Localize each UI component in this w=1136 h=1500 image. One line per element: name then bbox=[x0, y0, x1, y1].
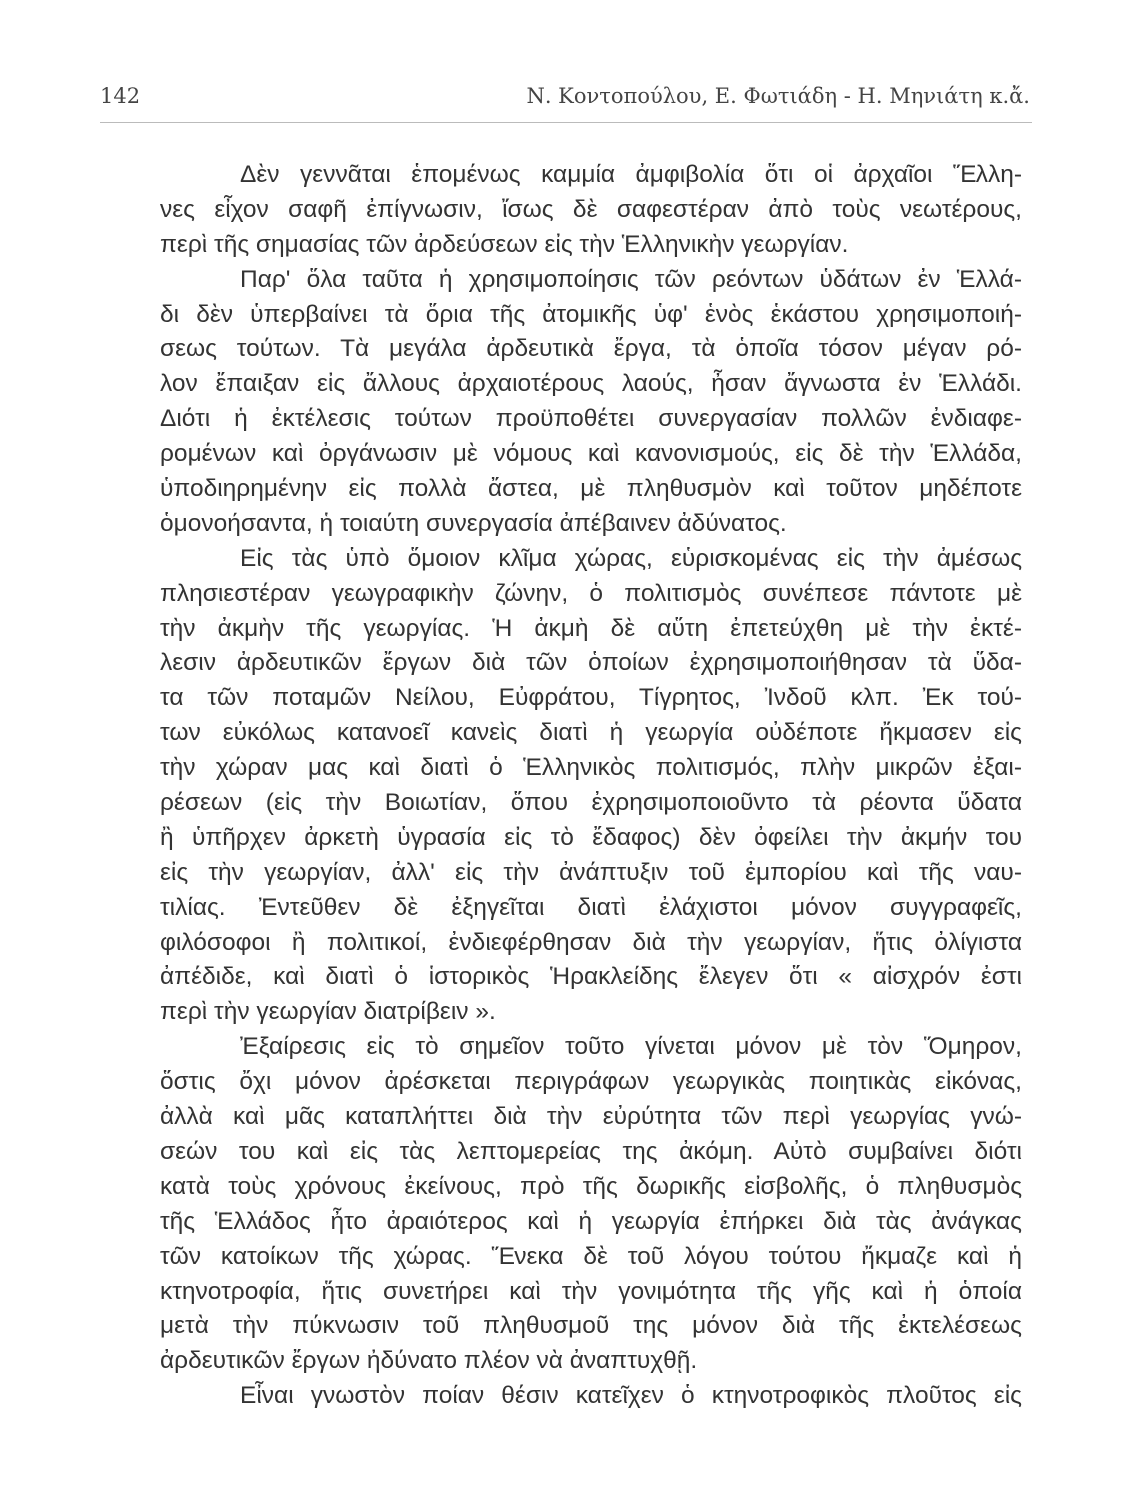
header-rule bbox=[100, 122, 1032, 123]
text-line: περὶ τὴν γεωργίαν διατρίβειν ». bbox=[160, 998, 496, 1026]
text-line: τα τῶν ποταμῶν Νείλου, Εὐφράτου, Τίγρητος, Ἰνδοῦ κλπ. Ἐκ τού- bbox=[160, 684, 1022, 712]
body-text bbox=[160, 158, 1022, 1414]
text-line: ὁμονοήσαντα, ἡ τοιαύτη συνεργασία ἀπέβαινεν ἀδύνατος. bbox=[160, 509, 787, 537]
text-line: Εἶναι γνωστὸν ποίαν θέσιν κατεῖχεν ὁ κτηνοτροφικὸς πλοῦτος εἰς bbox=[240, 1382, 1022, 1410]
text-line: τιλίας. Ἐντεῦθεν δὲ ἐξηγεῖται διατὶ ἐλάχιστοι μόνον συγγραφεῖς, bbox=[160, 893, 1022, 921]
text-line: λεσιν ἀρδευτικῶν ἔργων διὰ τῶν ὁποίων ἐχρησιμοποιήθησαν τὰ ὕδα- bbox=[160, 649, 1022, 677]
page-header bbox=[100, 84, 1030, 114]
text-line: σεών του καὶ εἰς τὰς λεπτομερείας της ἀκόμη. Αὐτὸ συμβαίνει διότι bbox=[160, 1137, 1022, 1165]
running-title: Ν. Κοντοπούλου, Ε. Φωτιάδη - Η. Μηνιάτη κ.ἄ. bbox=[526, 84, 1030, 108]
text-line: περὶ τῆς σημασίας τῶν ἀρδεύσεων εἰς τὴν Ἑλληνικὴν γεωργίαν. bbox=[160, 230, 849, 258]
text-line: Εἰς τὰς ὑπὸ ὅμοιον κλῖμα χώρας, εὑρισκομένας εἰς τὴν ἀμέσως bbox=[240, 544, 1022, 572]
text-line: ἀρδευτικῶν ἔργων ἠδύνατο πλέον νὰ ἀναπτυχθῇ. bbox=[160, 1347, 698, 1375]
text-line: Ἐξαίρεσις εἰς τὸ σημεῖον τοῦτο γίνεται μόνον μὲ τὸν Ὅμηρον, bbox=[240, 1033, 1022, 1061]
text-line: ἀπέδιδε, καὶ διατὶ ὁ ἱστορικὸς Ἡρακλείδης ἔλεγεν ὅτι « αἰσχρόν ἐστι bbox=[160, 963, 1022, 991]
text-line: δι δὲν ὑπερβαίνει τὰ ὅρια τῆς ἀτομικῆς ὑφ' ἑνὸς ἑκάστου χρησιμοποιή- bbox=[160, 300, 1022, 328]
text-line: ὑποδιηρημένην εἰς πολλὰ ἄστεα, μὲ πληθυσμὸν καὶ τοῦτον μηδέποτε bbox=[160, 475, 1022, 503]
text-line: σεως τούτων. Τὰ μεγάλα ἀρδευτικὰ ἔργα, τὰ ὁποῖα τόσον μέγαν ρό- bbox=[160, 335, 1022, 363]
text-line: πλησιεστέραν γεωγραφικὴν ζώνην, ὁ πολιτισμὸς συνέπεσε πάντοτε μὲ bbox=[160, 579, 1022, 607]
text-line: λον ἔπαιξαν εἰς ἄλλους ἀρχαιοτέρους λαούς, ἦσαν ἄγνωστα ἐν Ἑλλάδι. bbox=[160, 370, 1022, 398]
text-line: ἀλλὰ καὶ μᾶς καταπλήττει διὰ τὴν εὐρύτητα τῶν περὶ γεωργίας γνώ- bbox=[160, 1103, 1022, 1131]
text-line: φιλόσοφοι ἢ πολιτικοί, ἐνδιεφέρθησαν διὰ τὴν γεωργίαν, ἥτις ὀλίγιστα bbox=[160, 928, 1022, 956]
text-line: κατὰ τοὺς χρόνους ἐκείνους, πρὸ τῆς δωρικῆς εἰσβολῆς, ὁ πληθυσμὸς bbox=[160, 1172, 1022, 1200]
text-line: ὅστις ὄχι μόνον ἀρέσκεται περιγράφων γεωργικὰς ποιητικὰς εἰκόνας, bbox=[160, 1068, 1022, 1096]
text-line: Δὲν γεννᾶται ἑπομένως καμμία ἀμφιβολία ὅτι οἱ ἀρχαῖοι Ἕλλη- bbox=[240, 161, 1022, 188]
text-line: ρέσεων (εἰς τὴν Βοιωτίαν, ὅπου ἐχρησιμοποιοῦντο τὰ ρέοντα ὕδατα bbox=[160, 789, 1022, 817]
text-line: Διότι ἡ ἐκτέλεσις τούτων προϋποθέτει συνεργασίαν πολλῶν ἐνδιαφε- bbox=[160, 405, 1022, 433]
text-line: κτηνοτροφία, ἥτις συνετήρει καὶ τὴν γονιμότητα τῆς γῆς καὶ ἡ ὁποία bbox=[160, 1277, 1022, 1305]
text-line: εἰς τὴν γεωργίαν, ἀλλ' εἰς τὴν ἀνάπτυξιν τοῦ ἐμπορίου καὶ τῆς ναυ- bbox=[160, 858, 1022, 886]
text-line: ρομένων καὶ ὀργάνωσιν μὲ νόμους καὶ κανονισμούς, εἰς δὲ τὴν Ἑλλάδα, bbox=[160, 440, 1022, 468]
text-line: Παρ' ὅλα ταῦτα ἡ χρησιμοποίησις τῶν ρεόντων ὑδάτων ἐν Ἑλλά- bbox=[240, 265, 1022, 293]
text-line: τῶν κατοίκων τῆς χώρας. Ἕνεκα δὲ τοῦ λόγου τούτου ἤκμαζε καὶ ἡ bbox=[160, 1242, 1022, 1270]
text-line: των εὐκόλως κατανοεῖ κανεὶς διατὶ ἡ γεωργία οὐδέποτε ἤκμασεν εἰς bbox=[160, 719, 1022, 747]
text-line: μετὰ τὴν πύκνωσιν τοῦ πληθυσμοῦ της μόνον διὰ τῆς ἐκτελέσεως bbox=[160, 1312, 1022, 1340]
text-line: ἢ ὑπῆρχεν ἀρκετὴ ὑγρασία εἰς τὸ ἔδαφος) δὲν ὀφείλει τὴν ἀκμήν του bbox=[160, 823, 1022, 851]
text-line: τῆς Ἑλλάδος ἦτο ἀραιότερος καὶ ἡ γεωργία ἐπήρκει διὰ τὰς ἀνάγκας bbox=[160, 1207, 1022, 1235]
text-line: τὴν χώραν μας καὶ διατὶ ὁ Ἑλληνικὸς πολιτισμός, πλὴν μικρῶν ἐξαι- bbox=[160, 754, 1022, 782]
page-number: 142 bbox=[100, 84, 141, 108]
text-line: τὴν ἀκμὴν τῆς γεωργίας. Ἡ ἀκμὴ δὲ αὕτη ἐπετεύχθη μὲ τὴν ἐκτέ- bbox=[160, 614, 1022, 642]
text-line: νες εἶχον σαφῆ ἐπίγνωσιν, ἴσως δὲ σαφεστέραν ἀπὸ τοὺς νεωτέρους, bbox=[160, 195, 1022, 223]
